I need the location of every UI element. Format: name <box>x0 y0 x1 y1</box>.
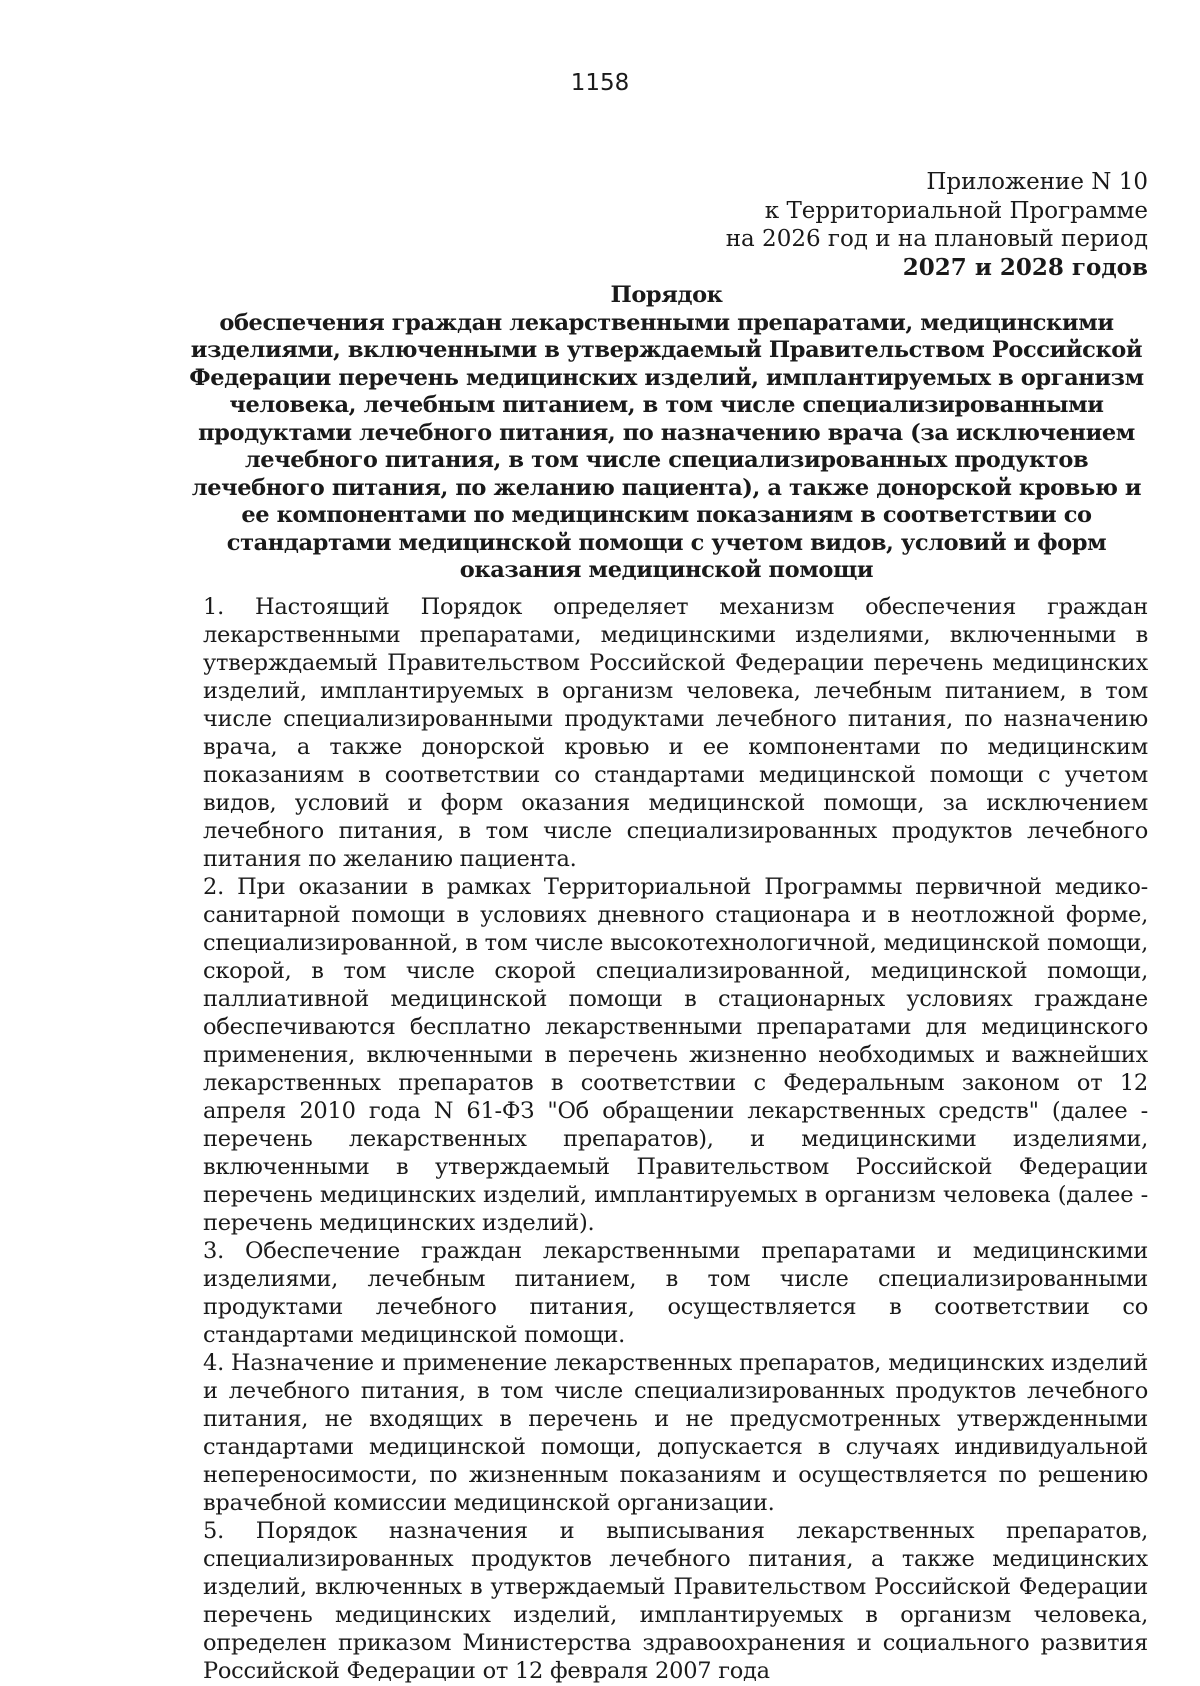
appendix-line-2: к Территориальной Программе <box>764 197 1148 224</box>
document-body <box>203 593 1148 1685</box>
title-heading: Порядок <box>610 282 723 308</box>
page-number: 1158 <box>570 70 630 96</box>
appendix-header <box>448 168 1148 282</box>
paragraph-2: 2. При оказании в рамках Территориальной Программы первичной медико-санитарной помощи в условиях дневного стационара и в неотложной форме, специализированной, в том числе высокотехнологичной, медицинской помощи, скорой, в том числе скорой специализированной, медицинской помощи, паллиативной медицинской помощи в стационарных условиях граждане обеспечиваются бесплатно лекарственными препаратами для медицинского применения, включенными в перечень жизненно необходимых и важнейших лекарственных препаратов в соответствии с Федеральным законом от 12 апреля 2010 года N 61-ФЗ "Об обращении лекарственных средств" (далее - перечень лекарственных препаратов), и медицинскими изделиями, включенными в утверждаемый Правительством Российской Федерации перечень медицинских изделий, имплантируемых в организм человека (далее - перечень медицинских изделий). <box>203 874 1148 1236</box>
appendix-line-3: на 2026 год и на плановый период <box>725 226 1148 252</box>
paragraph-1: 1. Настоящий Порядок определяет механизм обеспечения граждан лекарственными препаратами, медицинскими изделиями, включенными в утверждаемый Правительством Российской Федерации перечень медицинских изделий, имплантируемых в организм человека, лечебным питанием, в том числе специализированными продуктами лечебного питания, по назначению врача, а также донорской кровью и ее компонентами по медицинским показаниям в соответствии со стандартами медицинской помощи с учетом видов, условий и форм оказания медицинской помощи, за исключением лечебного питания, в том числе специализированных продуктов лечебного питания по желанию пациента. <box>203 594 1148 872</box>
paragraph-5: 5. Порядок назначения и выписывания лекарственных препаратов, специализированных продуктов лечебного питания, а также медицинских изделий, включенных в утверждаемый Правительством Российской Федерации перечень медицинских изделий, имплантируемых в организм человека, определен приказом Министерства здравоохранения и социального развития Российской Федерации от 12 февраля 2007 года <box>203 1518 1148 1684</box>
appendix-line-1: Приложение N 10 <box>926 169 1148 195</box>
paragraph-4: 4. Назначение и применение лекарственных препаратов, медицинских изделий и лечебного питания, в том числе специализированных продуктов лечебного питания, не входящих в перечень и не предусмотренных утвержденными стандартами медицинской помощи, допускается в случаях индивидуальной непереносимости, по жизненным показаниям и осуществляется по решению врачебной комиссии медицинской организации. <box>203 1350 1148 1516</box>
document-title <box>185 282 1148 585</box>
paragraph-3: 3. Обеспечение граждан лекарственными препаратами и медицинскими изделиями, лечебным питанием, в том числе специализированными продуктами лечебного питания, осуществляется в соответствии со стандартами медицинской помощи. <box>203 1238 1148 1348</box>
appendix-line-4: 2027 и 2028 годов <box>902 253 1148 281</box>
title-text: обеспечения граждан лекарственными препаратами, медицинскими изделиями, включенными в утверждаемый Правительством Российской Федерации перечень медицинских изделий, имплантируемых в организм человека, лечебным питанием, в том числе специализированными продуктами лечебного питания, по назначению врача (за исключением лечебного питания, в том числе специализированных продуктов лечебного питания, по желанию пациента), а также донорской кровью и ее компонентами по медицинским показаниям в соответствии со стандартами медицинской помощи с учетом видов, условий и форм оказания медицинской помощи <box>189 309 1144 583</box>
